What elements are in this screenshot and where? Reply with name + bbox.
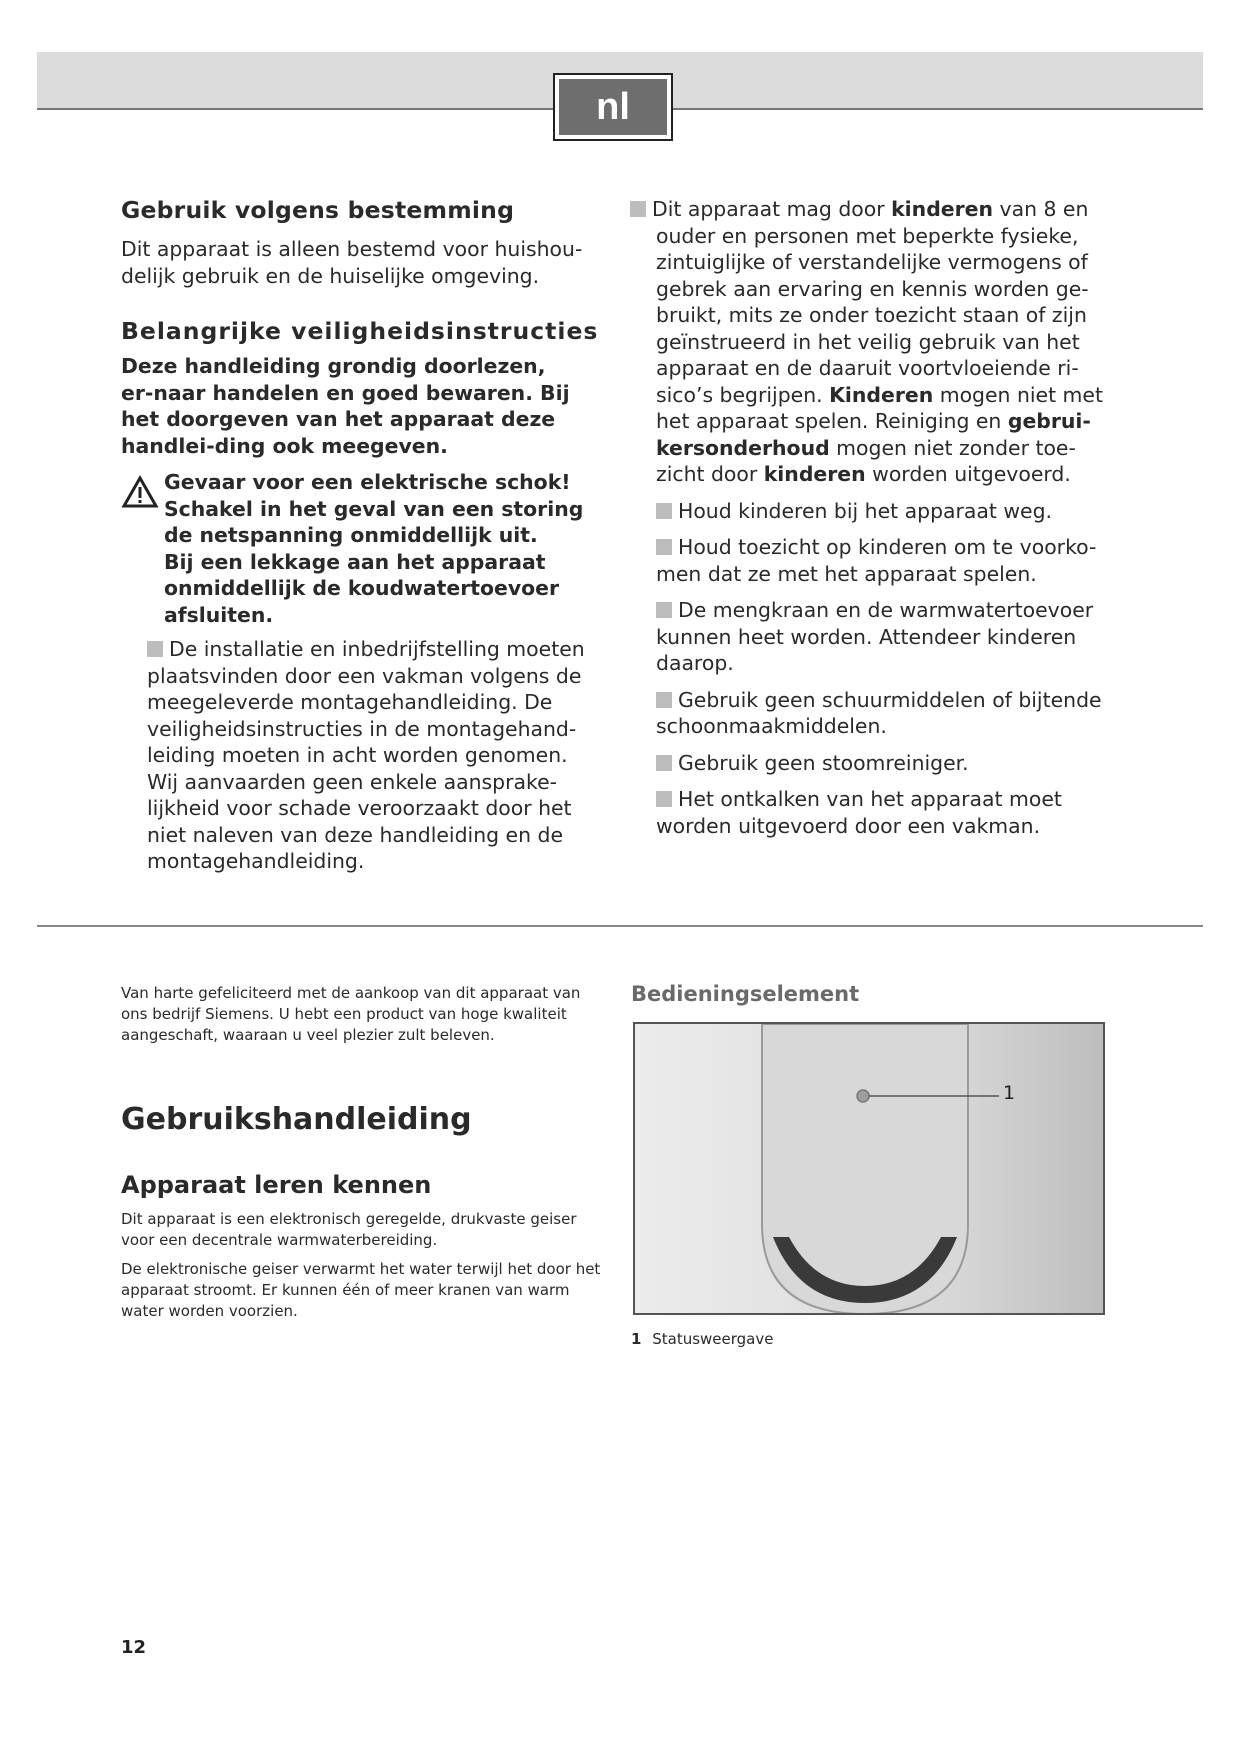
section-divider [37, 925, 1203, 927]
warning-line-2: Schakel in het geval van een storing de netspanning onmiddellijk uit. [164, 496, 584, 547]
section-title-get-to-know: Apparaat leren kennen [121, 1171, 432, 1199]
legend-number: 1 [631, 1330, 642, 1348]
warning-block [121, 469, 599, 628]
lower-left-column [121, 983, 601, 1322]
bullet-square-icon [630, 201, 646, 217]
figure-callout-number: 1 [1003, 1082, 1016, 1104]
list-item-text: De installatie en inbedrijfstelling moeten plaatsvinden door een vakman volgens de meegeleverde montagehandleiding. De veiligheidsinstructies in de montagehand-leiding moeten in acht worden genomen. Wij aanvaarden geen enkele aansprake-lijkheid voor schade veroorzaakt door het niet naleven van deze handleiding en de montagehandleiding. [147, 637, 585, 873]
list-item: Houd kinderen bij het apparaat weg. [656, 498, 1110, 525]
bullet-square-icon [656, 692, 672, 708]
control-element-title: Bedieningselement [631, 982, 860, 1006]
bullet-square-icon [147, 641, 163, 657]
bullet-square-icon [656, 602, 672, 618]
warning-triangle-icon [121, 475, 159, 509]
language-tab-label: nl [559, 79, 667, 135]
manual-title: Gebruikshandleiding [121, 1102, 472, 1137]
list-item: De mengkraan en de warmwatertoevoer kunnen heet worden. Attendeer kinderen daarop. [656, 598, 1094, 675]
control-panel-illustration [635, 1024, 1103, 1313]
list-item: Het ontkalken van het apparaat moet worden uitgevoerd door een vakman. [656, 787, 1062, 838]
upper-right-column [630, 196, 1110, 839]
bullet-square-icon [656, 503, 672, 519]
section-title-safety: Belangrijke veiligheidsinstructies [121, 317, 599, 345]
list-item: Gebruik geen stoomreiniger. [656, 750, 1110, 777]
intended-use-text: Dit apparaat is alleen bestemd voor huishou-delijk gebruik en de huiselijke omgeving. [121, 237, 583, 288]
list-item: Houd toezicht op kinderen om te voorko-men dat ze met het apparaat spelen. [656, 535, 1097, 586]
page-number: 12 [121, 1637, 147, 1658]
upper-left-column [121, 196, 599, 875]
bullet-square-icon [656, 755, 672, 771]
legend-label: Statusweergave [652, 1330, 774, 1348]
list-item-installation [121, 636, 599, 875]
figure-legend [631, 1330, 773, 1348]
bullet-square-icon [656, 791, 672, 807]
list-item: Gebruik geen schuurmiddelen of bijtende schoonmaakmiddelen. [656, 687, 1102, 738]
lower-right-column [631, 982, 1111, 1006]
language-tab [553, 73, 673, 141]
safety-intro: Deze handleiding grondig doorlezen, er-naar handelen en goed bewaren. Bij het doorgeven van het apparaat deze handlei-ding ook meegeven. [121, 354, 570, 458]
section-title-intended-use: Gebruik volgens bestemming [121, 196, 515, 224]
control-panel-figure [633, 1022, 1105, 1315]
warning-line-1: Gevaar voor een elektrische schok! [164, 470, 571, 494]
bullet-square-icon [656, 539, 672, 555]
device-description-2: De elektronische geiser verwarmt het water terwijl het door het apparaat stroomt. Er kunnen één of meer kranen van warm water worden voorzien. [121, 1260, 601, 1320]
warning-line-3: Bij een lekkage aan het apparaat onmiddellijk de koudwatertoevoer afsluiten. [164, 549, 560, 627]
congratulations-text: Van harte gefeliciteerd met de aankoop van dit apparaat van ons bedrijf Siemens. U hebt een product van hoge kwaliteit aangeschaft, waaraan u veel plezier zult beleven. [121, 984, 581, 1044]
device-description-1: Dit apparaat is een elektronisch geregelde, drukvaste geiser voor een decentrale warmwaterbereiding. [121, 1210, 577, 1249]
safety-bullet-list [630, 498, 1110, 840]
children-paragraph: Dit apparaat mag door kinderen van 8 en ouder en personen met beperkte fysieke, zintuiglijke of verstandelijke vermogens of gebrek aan ervaring en kennis worden ge-bruikt, mits ze onder toezicht staan of zijn geïnstrueerd in het veilig gebruik van het apparaat en de daaruit voortvloeiende ri-sico’s begrijpen. Kinderen mogen niet met het apparaat spelen. Reiniging en gebrui-kersonderhoud mogen niet zonder toe-zicht door kinderen worden uitgevoerd. [630, 196, 1110, 488]
